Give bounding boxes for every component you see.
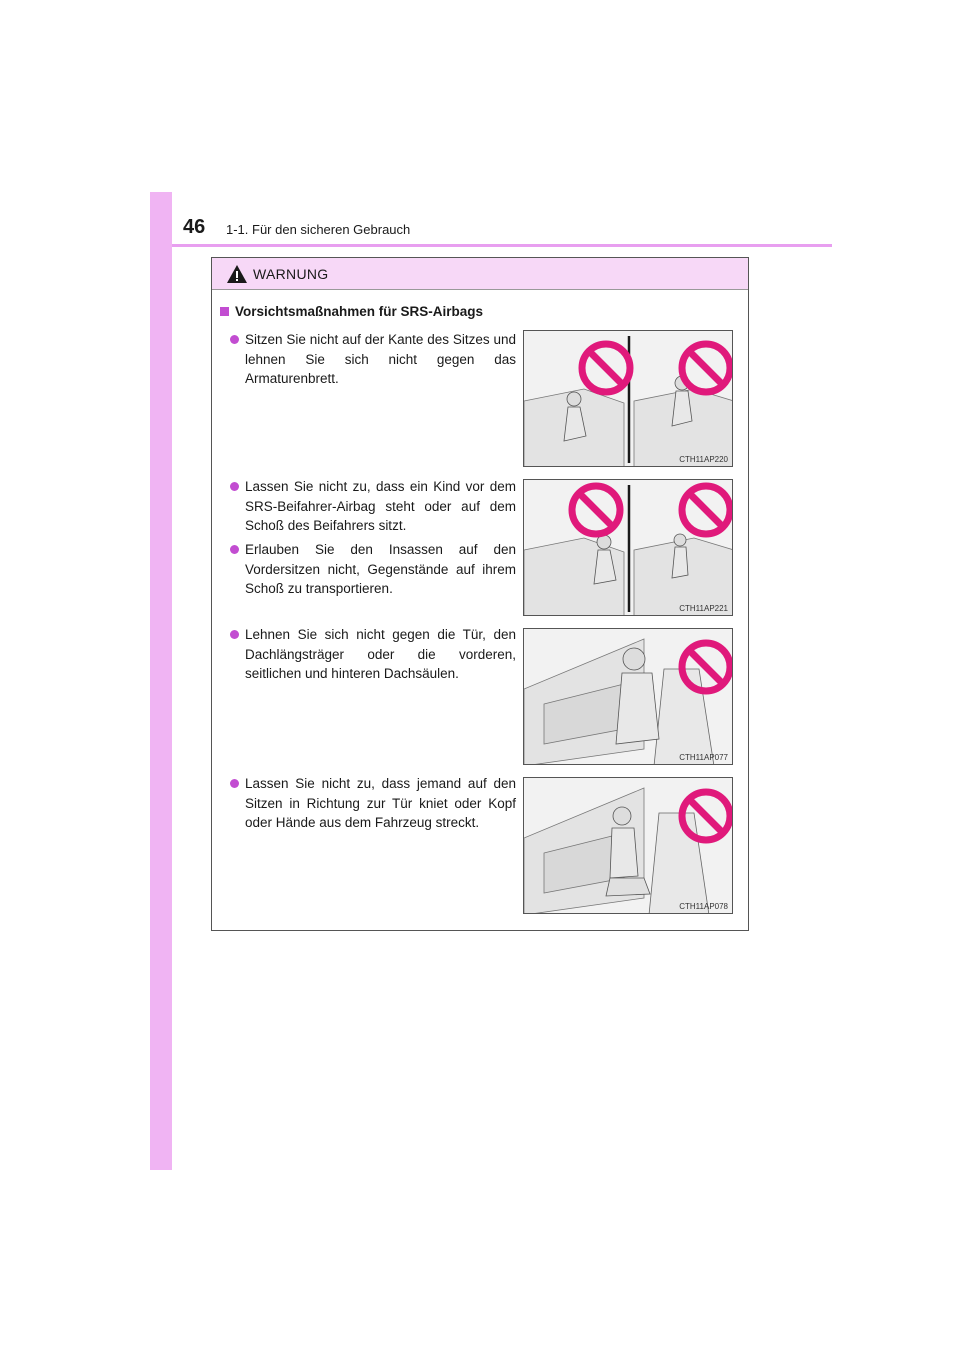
list-item: [230, 477, 516, 536]
illustration-leaning-door: [523, 628, 733, 765]
side-color-bar: [150, 192, 172, 1170]
warning-triangle-icon: [226, 264, 248, 284]
square-bullet-icon: [220, 307, 229, 316]
bullet-icon: [230, 482, 239, 491]
page-number: 46: [183, 216, 206, 238]
illustration-code: CTH11AP078: [679, 902, 728, 911]
list-item-text: Lassen Sie nicht zu, dass jemand auf den Sitzen in Richtung zur Tür kniet oder Kopf oder Hände aus dem Fahrzeug streckt.: [245, 776, 516, 830]
warning-box: [211, 257, 749, 931]
section-title: 1-1. Für den sicheren Gebrauch: [226, 222, 411, 237]
illustration-code: CTH11AP221: [679, 604, 728, 613]
list-item: [230, 330, 516, 389]
header-rule: [172, 244, 832, 247]
list-item-text: Lehnen Sie sich nicht gegen die Tür, den Dachlängsträger oder die vorderen, seitlichen und hinteren Dachsäulen.: [245, 627, 516, 681]
list-item-text: Erlauben Sie den Insassen auf den Vordersitzen nicht, Gegenstände auf ihrem Schoß zu transportieren.: [245, 542, 516, 596]
warning-label: WARNUNG: [253, 266, 329, 282]
subheading: [220, 304, 483, 319]
bullet-icon: [230, 545, 239, 554]
list-item-text: Sitzen Sie nicht auf der Kante des Sitzes und lehnen Sie sich nicht gegen das Armaturenbrett.: [245, 332, 516, 386]
illustration-edge-of-seat: [523, 330, 733, 467]
bullet-icon: [230, 335, 239, 344]
illustration-code: CTH11AP077: [679, 753, 728, 762]
illustration-kneeling: [523, 777, 733, 914]
bullet-icon: [230, 779, 239, 788]
warning-header: [212, 258, 748, 290]
list-item: [230, 540, 516, 599]
subheading-text: Vorsichtsmaßnahmen für SRS-Airbags: [235, 304, 484, 319]
list-item: [230, 625, 516, 684]
illustration-code: CTH11AP220: [679, 455, 728, 464]
list-item: [230, 774, 516, 833]
list-item-text: Lassen Sie nicht zu, dass ein Kind vor dem SRS-Beifahrer-Airbag steht oder auf dem Schoß des Beifahrers sitzt.: [245, 479, 516, 533]
illustration-child-on-lap: [523, 479, 733, 616]
bullet-icon: [230, 630, 239, 639]
